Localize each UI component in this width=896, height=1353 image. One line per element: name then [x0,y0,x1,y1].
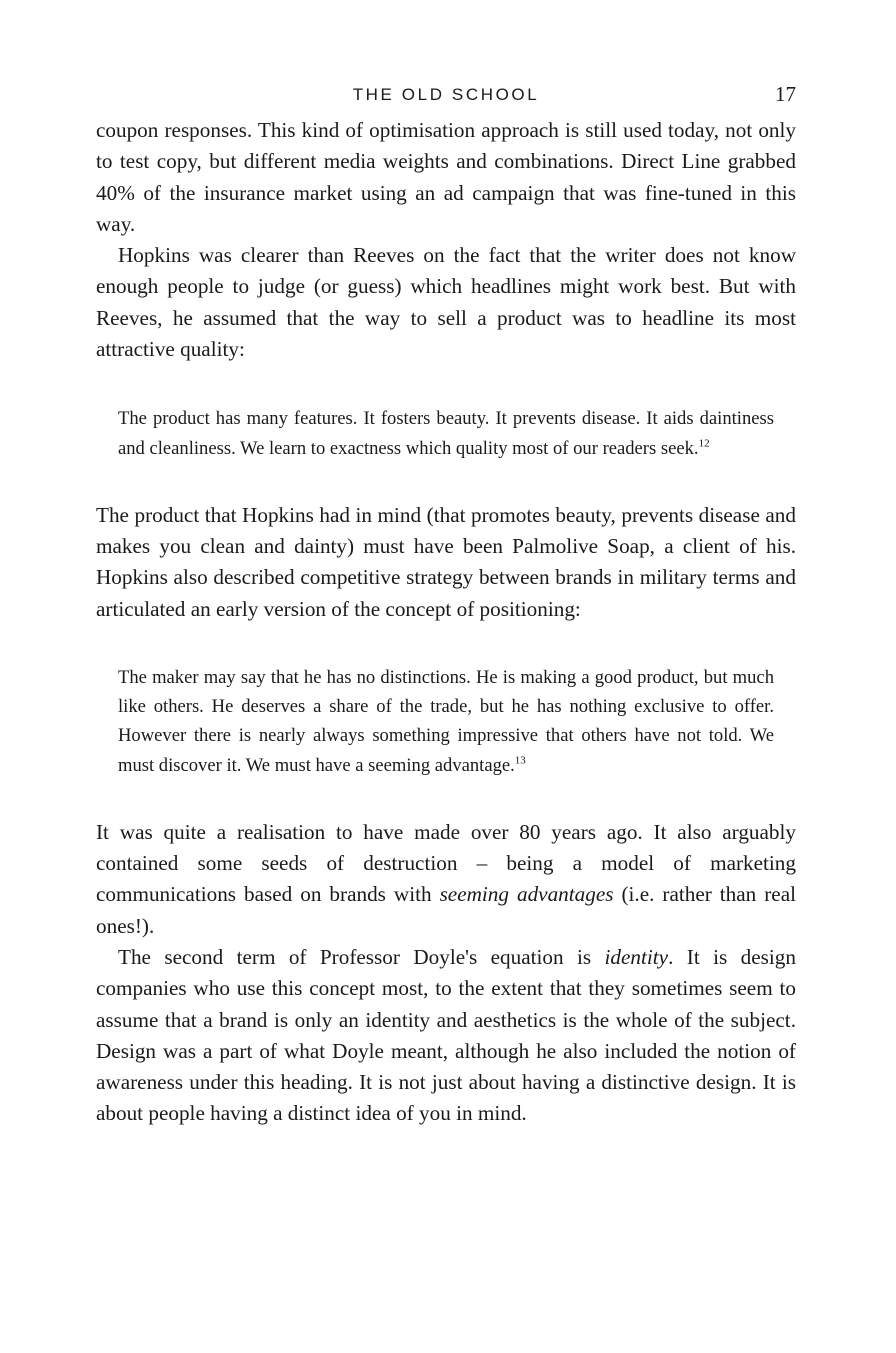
paragraph-text: (i.e. rather than real ones!). [96,882,796,938]
paragraph-text: . It is design companies who use this concept most, to the extent that they sometimes seem to assume that a brand is only an identity and aesthetics is the whole of the subject. Design was a part of what Doyle meant, although he also included the notion of awareness under this heading. It is not just about having a distinctive design. It is about people having a distinct idea of you in mind. [96,944,796,1126]
paragraph-text: It was quite a realisation to have made over 80 years ago. It also arguably contained some seeds of destruction – being a model of marketing communications based on brands with [96,819,796,907]
paragraph-realisation [96,817,796,942]
paragraph-palmolive: The product that Hopkins had in mind (that promotes beauty, prevents disease and makes you clean and dainty) must have been Palmolive Soap, a client of his. Hopkins also described competitive strategy between brands in military terms and articulated an early version of the concept of positioning: [96,502,796,621]
running-header [96,80,796,114]
footnote-marker: 12 [698,436,710,449]
emphasis-identity: identity [604,944,669,969]
footnote-marker: 13 [514,753,526,766]
quote-text: The product has many features. It fosters beauty. It prevents disease. It aids daintiness and cleanliness. We learn to exactness which quality most of our readers seek. [118,408,774,459]
page-number: 17 [775,82,796,106]
paragraph-coupon-responses: coupon responses. This kind of optimisation approach is still used today, not only to test copy, but different media weights and combinations. Direct Line grabbed 40% of the insurance market using an ad campaign that was fine-tuned in this way. [96,118,796,236]
paragraph-text: The second term of Professor Doyle's equation is [118,944,605,969]
running-title: THE OLD SCHOOL [352,85,540,104]
book-page [96,80,796,1130]
emphasis-seeming-advantages: seeming advantages [439,882,614,907]
quote-text: The maker may say that he has no distinctions. He is making a good product, but much like others. He deserves a share of the trade, but he has nothing exclusive to offer. However there is nearly always something impressive that others have not told. We must discover it. We must have a seeming advantage. [118,666,774,776]
paragraph-identity [96,942,796,1130]
block-quote-features [96,404,796,462]
block-quote-distinctions [96,663,796,780]
paragraph-hopkins-reeves: Hopkins was clearer than Reeves on the fact that the writer does not know enough people to judge (or guess) which headlines might work best. But with Reeves, he assumed that the way to sell a product was to headline its most attractive quality: [96,243,796,362]
